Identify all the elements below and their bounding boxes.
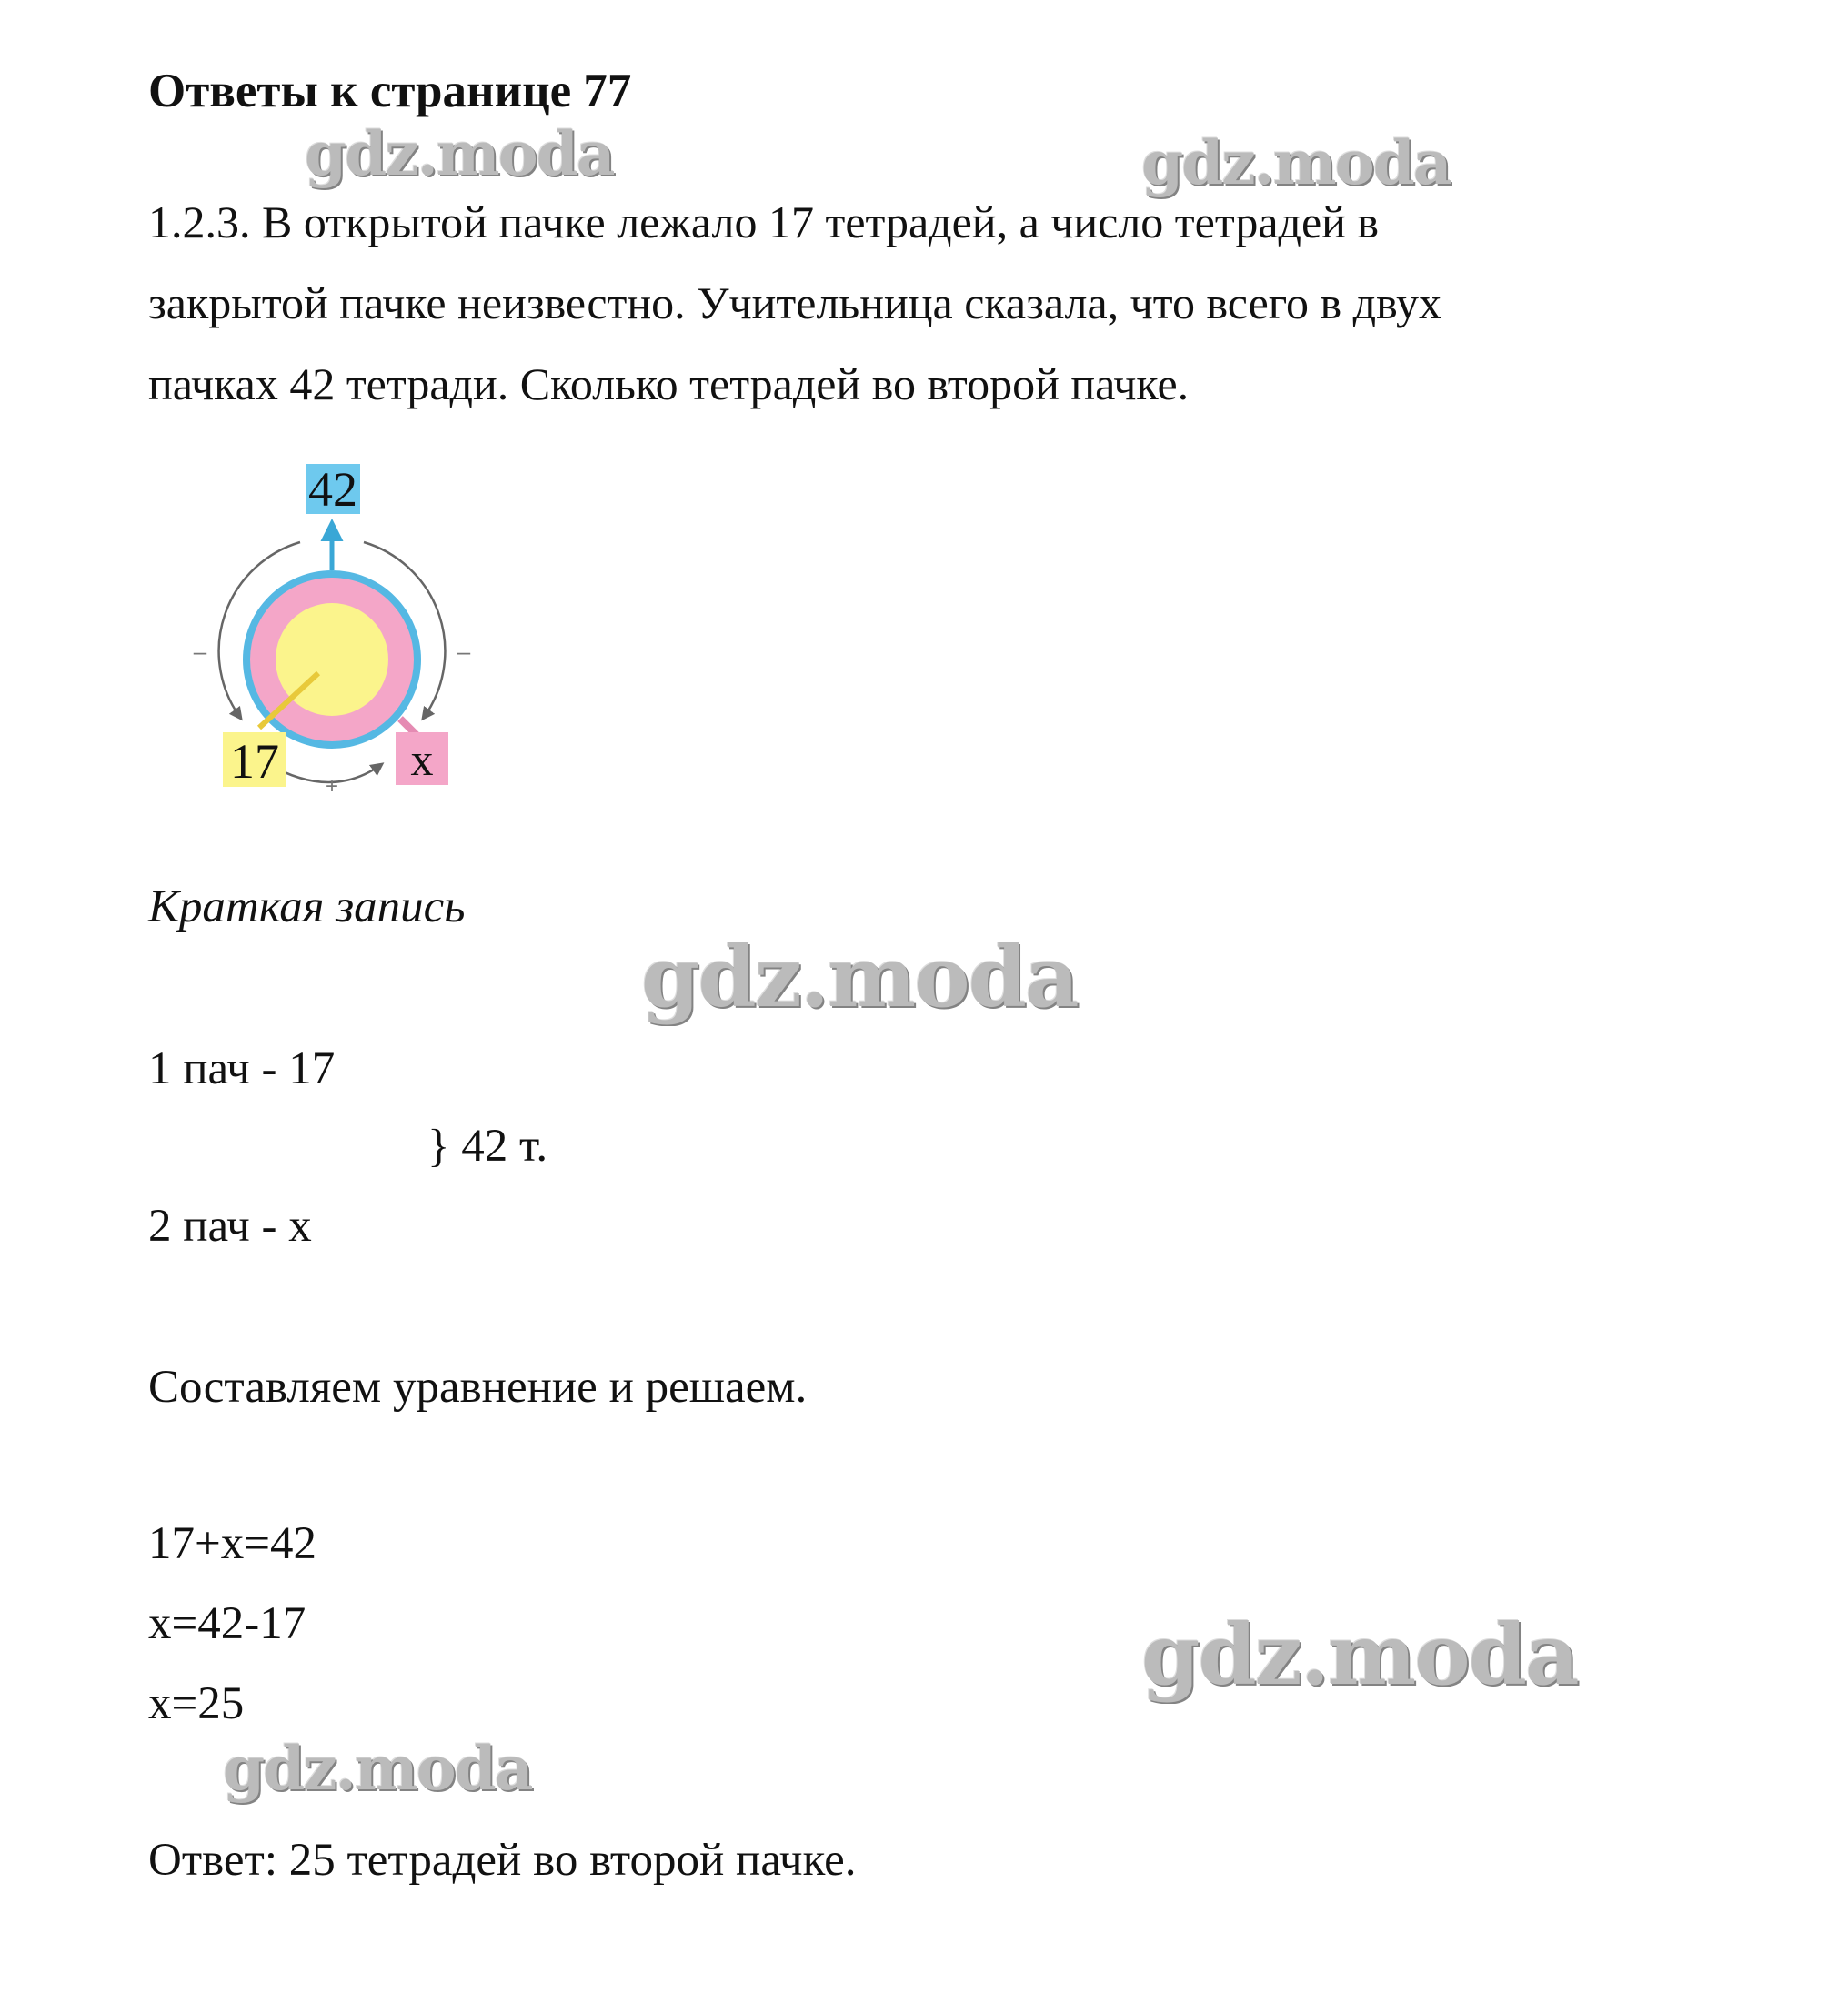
problem-line: закрытой пачке неизвестно. Учительница сказала, что всего в двух bbox=[148, 277, 1441, 328]
sign-minus-right: – bbox=[457, 638, 471, 665]
watermark: gdz.moda bbox=[1141, 127, 1451, 198]
problem-text bbox=[148, 182, 1749, 425]
unknown-value: x bbox=[410, 734, 434, 785]
equation-line: x=25 bbox=[148, 1678, 245, 1729]
short-note-line2: 2 пач - x bbox=[148, 1201, 312, 1252]
page-heading: Ответы к странице 77 bbox=[148, 65, 632, 117]
watermark: gdz.moda bbox=[305, 118, 614, 189]
watermark: gdz.moda bbox=[223, 1733, 532, 1804]
watermark: gdz.moda bbox=[1141, 1606, 1578, 1704]
short-note-line1: 1 пач - 17 bbox=[148, 1043, 336, 1094]
known-value: 17 bbox=[230, 734, 279, 789]
answer-text: Ответ: 25 тетрадей во второй пачке. bbox=[148, 1835, 857, 1886]
watermark: gdz.moda bbox=[641, 928, 1078, 1026]
short-note-title: Краткая запись bbox=[148, 881, 466, 932]
short-note-brace-total: } 42 т. bbox=[427, 1121, 548, 1172]
equation-line: 17+x=42 bbox=[148, 1518, 317, 1569]
problem-line: 1.2.3. В открытой пачке лежало 17 тетрадей, а число тетрадей в bbox=[148, 196, 1380, 247]
instruction-text: Составляем уравнение и решаем. bbox=[148, 1362, 808, 1413]
equation-line: x=42-17 bbox=[148, 1598, 306, 1649]
part-whole-diagram bbox=[150, 455, 514, 819]
problem-line: пачках 42 тетради. Сколько тетрадей во второй пачке. bbox=[148, 358, 1190, 409]
total-value: 42 bbox=[308, 462, 357, 517]
sign-minus-left: – bbox=[193, 638, 207, 665]
sign-plus-bottom: + bbox=[325, 774, 339, 799]
